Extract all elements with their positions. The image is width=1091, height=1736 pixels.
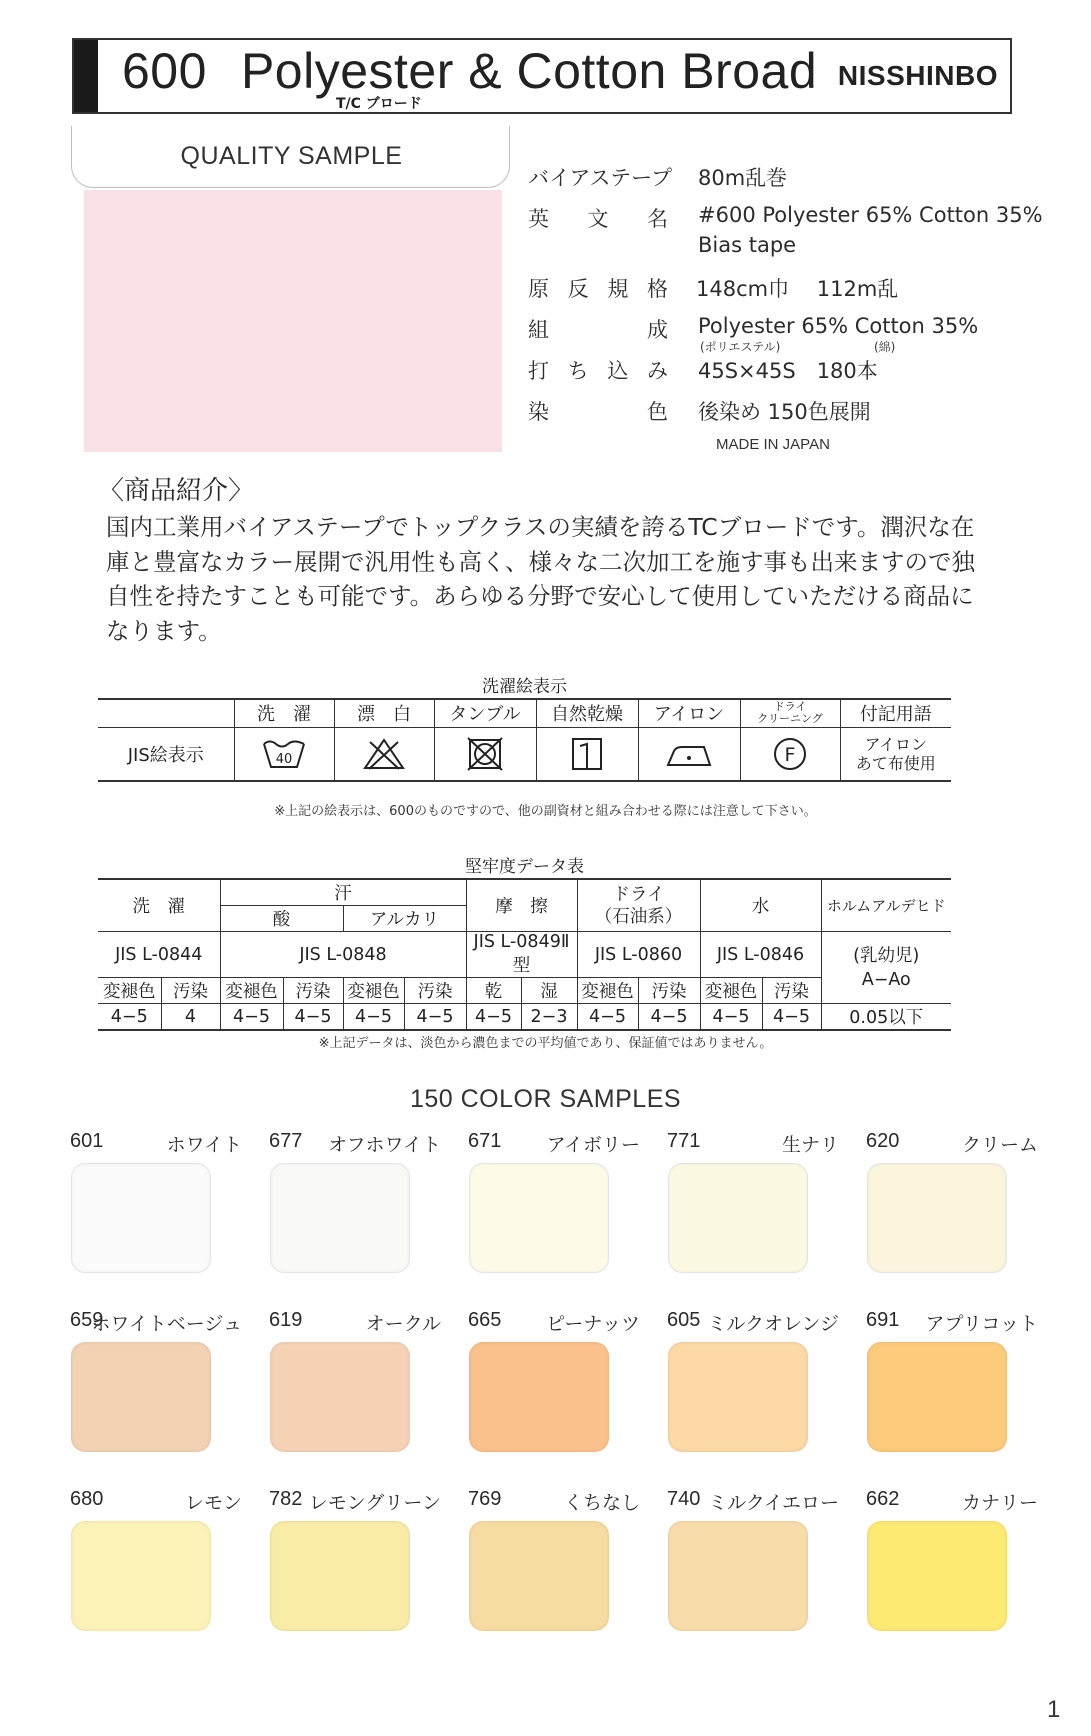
page-title (122, 42, 817, 100)
made-in-label: MADE IN JAPAN (716, 436, 830, 453)
care-note-line1: アイロン (864, 734, 928, 754)
color-code: 771 (667, 1130, 701, 1152)
dry-clean-f-icon (740, 727, 840, 781)
fastness-sub: 変褪色 (343, 978, 404, 1004)
spec-value-2: Bias tape (698, 233, 797, 257)
fastness-value: 2−3 (521, 1004, 577, 1031)
color-name: オフホワイト (328, 1134, 441, 1156)
line-dry-icon (536, 727, 638, 781)
fastness-std-wash: JIS L-0844 (98, 932, 220, 978)
spec-label: バイアステープ (528, 166, 673, 190)
color-code: 620 (866, 1130, 900, 1152)
color-name: ホワイト (166, 1134, 242, 1156)
color-swatch-662 (867, 1521, 1007, 1631)
intro-heading: 〈商品紹介〉 (98, 476, 255, 506)
color-name: アイボリー (546, 1134, 640, 1156)
color-code: 662 (866, 1488, 900, 1510)
care-note-line2: あて布使用 (855, 753, 936, 773)
fastness-sub: 湿 (521, 978, 577, 1004)
spec-label: 原 反 規 格 (528, 277, 668, 301)
fastness-value: 4−5 (283, 1004, 343, 1031)
color-code: 691 (866, 1309, 900, 1331)
fastness-h-dry: ドライ （石油系） (577, 879, 700, 932)
fastness-sub: 汚染 (638, 978, 700, 1004)
color-swatch-771 (668, 1163, 808, 1273)
fastness-value: 4−5 (577, 1004, 638, 1031)
color-swatch-671 (469, 1163, 609, 1273)
color-name: ピーナッツ (546, 1313, 640, 1335)
quality-sample-label: QUALITY SAMPLE (180, 142, 403, 170)
color-code: 601 (70, 1130, 104, 1152)
fastness-h-rub: 摩 擦 (466, 879, 577, 932)
color-name: アプリコット (925, 1313, 1038, 1335)
fastness-value: 4−5 (700, 1004, 762, 1031)
fastness-sub: 乾 (466, 978, 521, 1004)
color-swatch-601 (71, 1163, 211, 1273)
wash-40-icon (234, 727, 334, 781)
product-title: Polyester & Cotton Broad (240, 43, 818, 99)
header-accent-bar (74, 40, 98, 112)
color-code: 740 (667, 1488, 701, 1510)
color-code: 671 (468, 1130, 502, 1152)
spec-note-cotton: (綿) (874, 340, 896, 354)
spec-value: Polyester 65% Cotton 35% (698, 314, 979, 338)
spec-value: 45S×45S 180本 (698, 359, 878, 383)
spec-value: 後染め 150色展開 (698, 400, 871, 424)
fastness-value: 4 (161, 1004, 220, 1031)
fastness-h-alkali: アルカリ (343, 906, 466, 932)
fastness-value: 4−5 (762, 1004, 821, 1031)
care-row-label: JIS絵表示 (127, 744, 204, 766)
color-samples-title: 150 COLOR SAMPLES (409, 1085, 682, 1113)
care-table-caption: 洗濯絵表示 (482, 677, 567, 697)
iron-low-icon (638, 727, 740, 781)
color-swatch-605 (668, 1342, 808, 1452)
fastness-h-water: 水 (700, 879, 821, 932)
color-name: くちなし (563, 1492, 640, 1514)
spec-label: 染 色 (528, 400, 668, 424)
fastness-std-dry: JIS L-0860 (577, 932, 700, 978)
color-swatch-677 (270, 1163, 410, 1273)
care-footnote: ※上記の絵表示は、600のものですので、他の副資材と組み合わせる際には注意して下さい。 (274, 804, 817, 819)
fastness-value: 4−5 (343, 1004, 404, 1031)
fastness-value: 4−5 (220, 1004, 283, 1031)
color-name: クリーム (961, 1134, 1038, 1156)
fastness-sub: 汚染 (762, 978, 821, 1004)
fastness-sub: 変褪色 (98, 978, 161, 1004)
fastness-sub: 汚染 (283, 978, 343, 1004)
fastness-value: 4−5 (404, 1004, 466, 1031)
spec-value: 148cm巾 112m乱 (696, 277, 899, 301)
care-table (98, 698, 951, 782)
color-swatch-769 (469, 1521, 609, 1631)
fastness-std-sweat: JIS L-0848 (220, 932, 466, 978)
fastness-std-water: JIS L-0846 (700, 932, 821, 978)
fastness-value: 4−5 (98, 1004, 161, 1031)
spec-label: 組 成 (528, 318, 668, 342)
care-header-wash: 洗 濯 (234, 699, 334, 727)
color-code: 605 (667, 1309, 701, 1331)
fastness-sub: 変褪色 (220, 978, 283, 1004)
fastness-table-caption: 堅牢度データ表 (465, 857, 584, 877)
color-name: ホワイトベージュ (91, 1313, 242, 1335)
fastness-sub: 汚染 (161, 978, 220, 1004)
care-header-iron: アイロン (638, 699, 740, 727)
color-code: 665 (468, 1309, 502, 1331)
brand-logo: NISSHINBO (837, 60, 998, 91)
fastness-sub: 変褪色 (700, 978, 762, 1004)
product-number: 600 (122, 43, 207, 99)
color-code: 782 (269, 1488, 303, 1510)
fastness-h-sweat: 汗 (220, 879, 466, 906)
color-code: 659 (70, 1309, 104, 1331)
spec-value: #600 Polyester 65% Cotton 35% (698, 203, 1043, 227)
spec-value: 80m乱巻 (698, 166, 788, 190)
color-name: ミルクオレンジ (707, 1313, 839, 1335)
svg-text:40: 40 (275, 751, 293, 767)
svg-text:F: F (784, 743, 796, 766)
spec-label: 英 文 名 (528, 207, 668, 231)
fastness-value: 0.05以下 (821, 1004, 951, 1031)
fastness-table (98, 878, 951, 1031)
color-swatch-691 (867, 1342, 1007, 1452)
no-tumble-dry-icon (434, 727, 536, 781)
care-header-dry-cleaning: ドライ クリーニング (740, 699, 840, 727)
color-swatch-680 (71, 1521, 211, 1631)
color-swatch-619 (270, 1342, 410, 1452)
intro-body: 国内工業用バイアステープでトップクラスの実績を誇るTCブロードです。潤沢な在庫と豊富なカラー展開で汎用性も高く、様々な二次加工を施す事も出来ますので独自性を持たすことも可能です。あらゆる分野で安心して使用していただける商品になります。 (106, 513, 976, 645)
fastness-value: 4−5 (466, 1004, 521, 1031)
care-header-bleach: 漂 白 (334, 699, 434, 727)
color-name: ミルクイエロー (708, 1492, 839, 1514)
color-name: 生ナリ (781, 1134, 839, 1156)
color-code: 769 (468, 1488, 502, 1510)
fastness-formal-sub: (乳幼児) A−Ao (821, 932, 951, 1004)
fastness-std-rub: JIS L-0849Ⅱ型 (466, 932, 577, 978)
color-swatch-620 (867, 1163, 1007, 1273)
spec-label: 打 ち 込 み (528, 359, 668, 383)
care-note (840, 727, 951, 781)
quality-sample-tab (71, 126, 510, 188)
color-code: 677 (269, 1130, 303, 1152)
color-code: 680 (70, 1488, 104, 1510)
care-header-notes: 付記用語 (840, 699, 951, 727)
no-bleach-icon (334, 727, 434, 781)
fastness-h-wash: 洗 濯 (98, 879, 220, 932)
header-box (72, 38, 1012, 114)
color-swatch-782 (270, 1521, 410, 1631)
color-swatch-665 (469, 1342, 609, 1452)
color-name: カナリー (961, 1492, 1038, 1514)
quality-sample-swatch (84, 190, 502, 452)
fastness-sub: 汚染 (404, 978, 466, 1004)
care-header-tumble: タンブル (434, 699, 536, 727)
fastness-footnote: ※上記データは、淡色から濃色までの平均値であり、保証値ではありません。 (318, 1036, 773, 1051)
product-subtitle: T/C ブロード (336, 96, 422, 112)
color-name: レモン (184, 1492, 242, 1514)
page-number: 1 (1047, 1696, 1061, 1723)
fastness-h-formaldehyde: ホルムアルデヒド (821, 879, 951, 932)
care-header-blank (98, 699, 234, 727)
fastness-h-acid: 酸 (220, 906, 343, 932)
color-name: オークル (365, 1313, 441, 1335)
fastness-value: 4−5 (638, 1004, 700, 1031)
care-header-natural-dry: 自然乾燥 (536, 699, 638, 727)
color-swatch-659 (71, 1342, 211, 1452)
color-code: 619 (269, 1309, 303, 1331)
color-swatch-740 (668, 1521, 808, 1631)
spec-note-polyester: (ポリエステル) (700, 340, 781, 354)
color-name: レモングリーン (308, 1492, 441, 1514)
fastness-sub: 変褪色 (577, 978, 638, 1004)
